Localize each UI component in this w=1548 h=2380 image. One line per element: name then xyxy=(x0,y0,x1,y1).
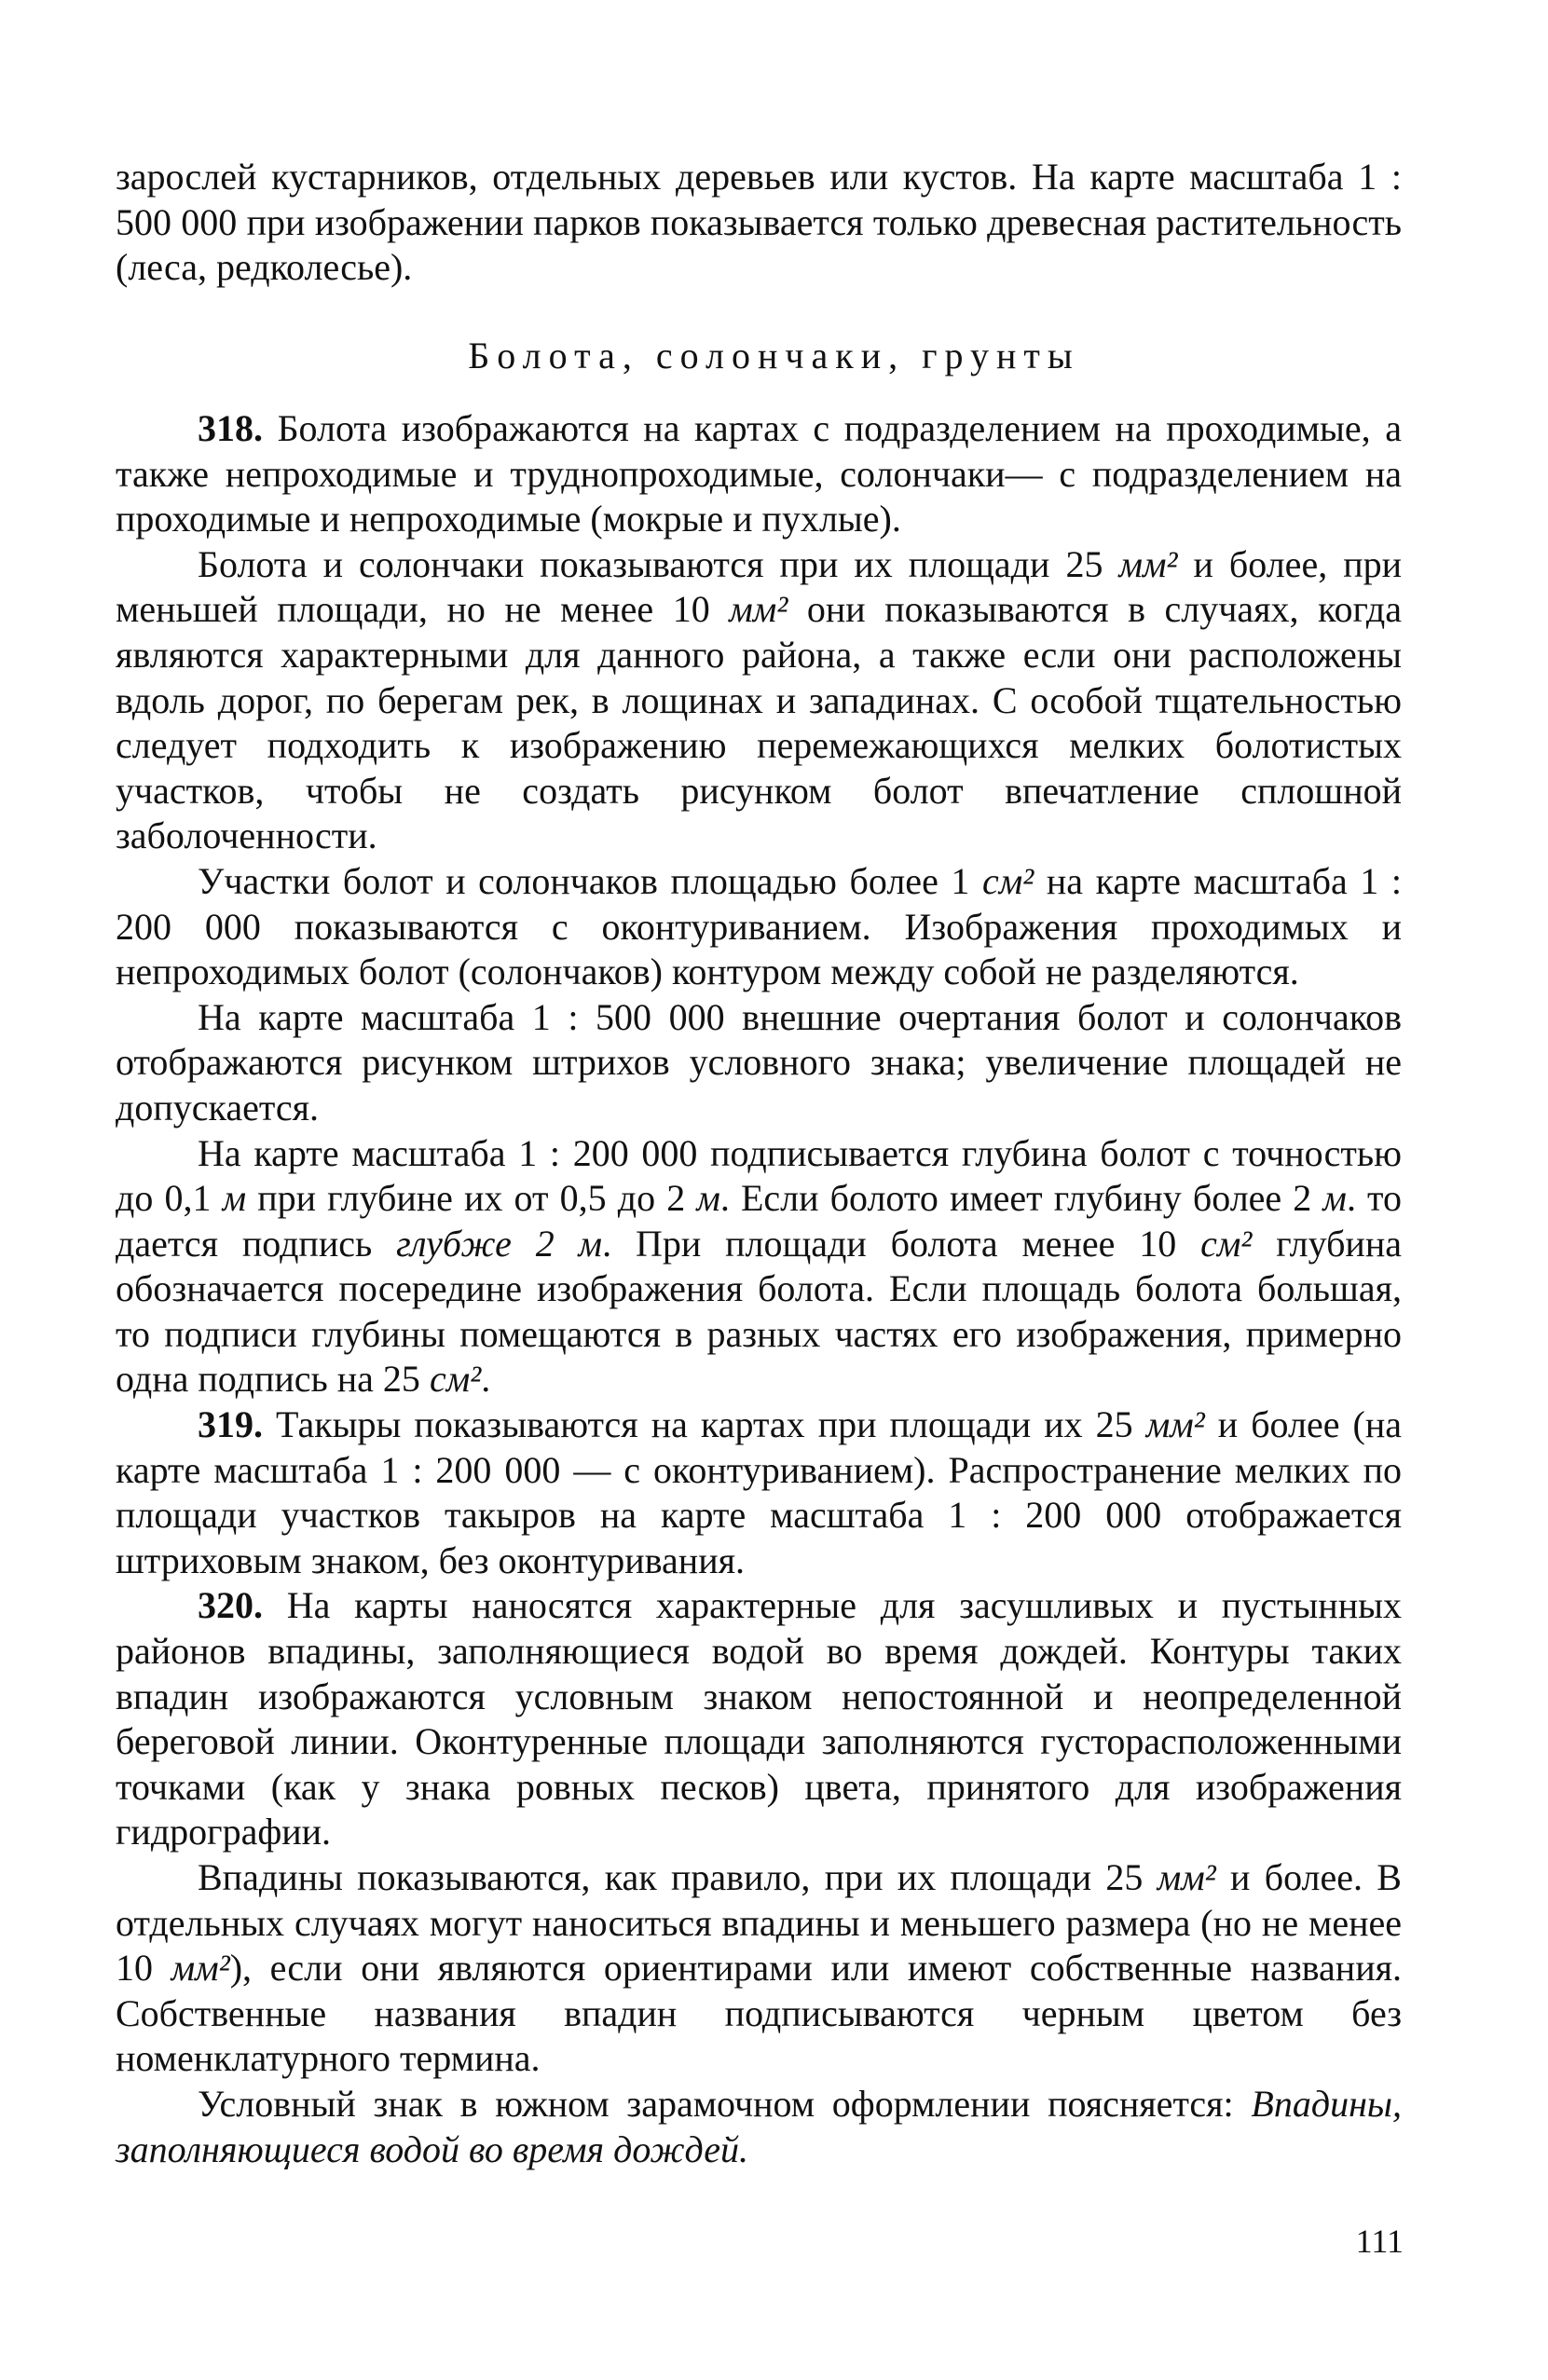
text-run: и более (на карте масштаба 1 : 200 000 — с оконтуриванием). Распространение мелких по площади участков такыров на карте масштаба 1 : 200 000 отображается штриховым знаком, без оконтуривания. xyxy=(116,1403,1402,1581)
paragraph-318 xyxy=(116,406,1402,542)
paragraph-number: 320. xyxy=(198,1584,263,1627)
text-run: при глубине их от 0,5 до 2 xyxy=(246,1177,697,1220)
unit: мм² xyxy=(171,1947,230,1990)
paragraph-318-3 xyxy=(116,859,1402,995)
text-run: и более. В отдельных случаях могут наноситься впадины и меньшего размера (но не менее 10 xyxy=(116,1856,1402,1990)
paragraph-320 xyxy=(116,1583,1402,1855)
text-block-main xyxy=(116,406,1402,2172)
text-run: . При площади болота менее 10 xyxy=(602,1222,1201,1265)
paragraph-320-2 xyxy=(116,1855,1402,2082)
text-run: . то дается подпись xyxy=(116,1177,1403,1265)
text-run: глубина обозначается посередине изображения болота. Если площадь болота большая, то подписи глубины помещаются в разных частях его изображения, примерно одна подпись на 25 xyxy=(116,1222,1402,1401)
text-run: Болота и солончаки показываются при их площади 25 xyxy=(198,542,1119,585)
paragraph-318-2 xyxy=(116,542,1402,859)
text-run: Впадины показываются, как правило, при их площади 25 xyxy=(198,1856,1158,1898)
text-run: они показываются в случаях, когда являются характерными для данного района, а также если они расположены вдоль дорог, по берегам рек, в лощинах и западинах. С особой тщательностью следует подходить к изображению перемежающихся мелких болотистых участков, чтобы не создать рисунком болот впечатление сплошной заболоченности. xyxy=(116,588,1402,857)
paragraph-320-3 xyxy=(116,2082,1402,2172)
page-number: 111 xyxy=(1355,2223,1404,2260)
paragraph-318-4: На карте масштаба 1 : 500 000 внешние очертания болот и солончаков отображаются рисунком штрихов условного знака; увеличение площадей не допускается. xyxy=(116,995,1402,1128)
unit: мм² xyxy=(1145,1403,1205,1446)
text-run: . Если болото имеет глубину более 2 xyxy=(719,1177,1323,1220)
text-run: на карте масштаба 1 : 200 000 показываются с оконтуриванием. Изображения проходимых и непроходимых болот (солончаков) контуром между собой не разделяются. xyxy=(116,859,1402,993)
unit: см² xyxy=(982,859,1034,902)
unit: м xyxy=(696,1177,720,1220)
unit: мм² xyxy=(1118,542,1178,585)
text-run: ), если они являются ориентирами или имеют собственные названия. Собственные названия впадин подписываются черным цветом без номенклатурного термина. xyxy=(116,1947,1403,2080)
paragraph-number: 319. xyxy=(198,1403,263,1446)
text-run: . xyxy=(481,1358,491,1401)
unit: м xyxy=(1322,1177,1347,1220)
paragraph-318-5 xyxy=(116,1131,1402,1403)
text-run: Условный знак в южном зарамочном оформлении поясняется: xyxy=(198,2082,1234,2125)
unit: мм² xyxy=(1157,1856,1216,1898)
section-heading: Болота, солончаки, грунты xyxy=(468,335,1080,376)
intro-paragraph: зарослей кустарников, отдельных деревьев или кустов. На карте масштаба 1 : 500 000 при изображении парков показывается только древесная растительность (леса, редколесье). xyxy=(116,156,1402,289)
unit: см² xyxy=(429,1358,482,1401)
text-block-top xyxy=(116,155,1402,291)
paragraph-text: Болота изображаются на картах с подразделением на проходимые, а также непроходимые и труднопроходимые, солончаки— с подразделением на проходимые и непроходимые (мокрые и пухлые). xyxy=(116,407,1402,540)
text-run: и более, при меньшей площади, но не менее 10 xyxy=(116,542,1403,631)
unit: мм² xyxy=(729,588,788,631)
italic-phrase: глубже 2 м xyxy=(396,1222,603,1265)
unit: см² xyxy=(1200,1222,1253,1265)
text-run: Участки болот и солончаков площадью более 1 xyxy=(198,859,983,902)
paragraph-text: На карты наносятся характерные для засушливых и пустынных районов впадины, заполняющиеся водой во время дождей. Контуры таких впадин изображаются условным знаком непостоянной и неопределенной береговой линии. Оконтуренные площади заполняются густорасположенными точками (как у знака ровных песков) цвета, принятого для изображения гидрографии. xyxy=(116,1584,1402,1853)
text-run: На карте масштаба 1 : 200 000 подписывается глубина болот с точностью до 0,1 xyxy=(116,1131,1402,1220)
text-run: Такыры показываются на картах при площади их 25 xyxy=(263,1403,1146,1446)
paragraph-319 xyxy=(116,1402,1402,1583)
unit: м xyxy=(222,1177,247,1220)
italic-phrase: Впадины, заполняющиеся водой во время дождей. xyxy=(116,2082,1403,2170)
paragraph-number: 318. xyxy=(198,407,263,449)
